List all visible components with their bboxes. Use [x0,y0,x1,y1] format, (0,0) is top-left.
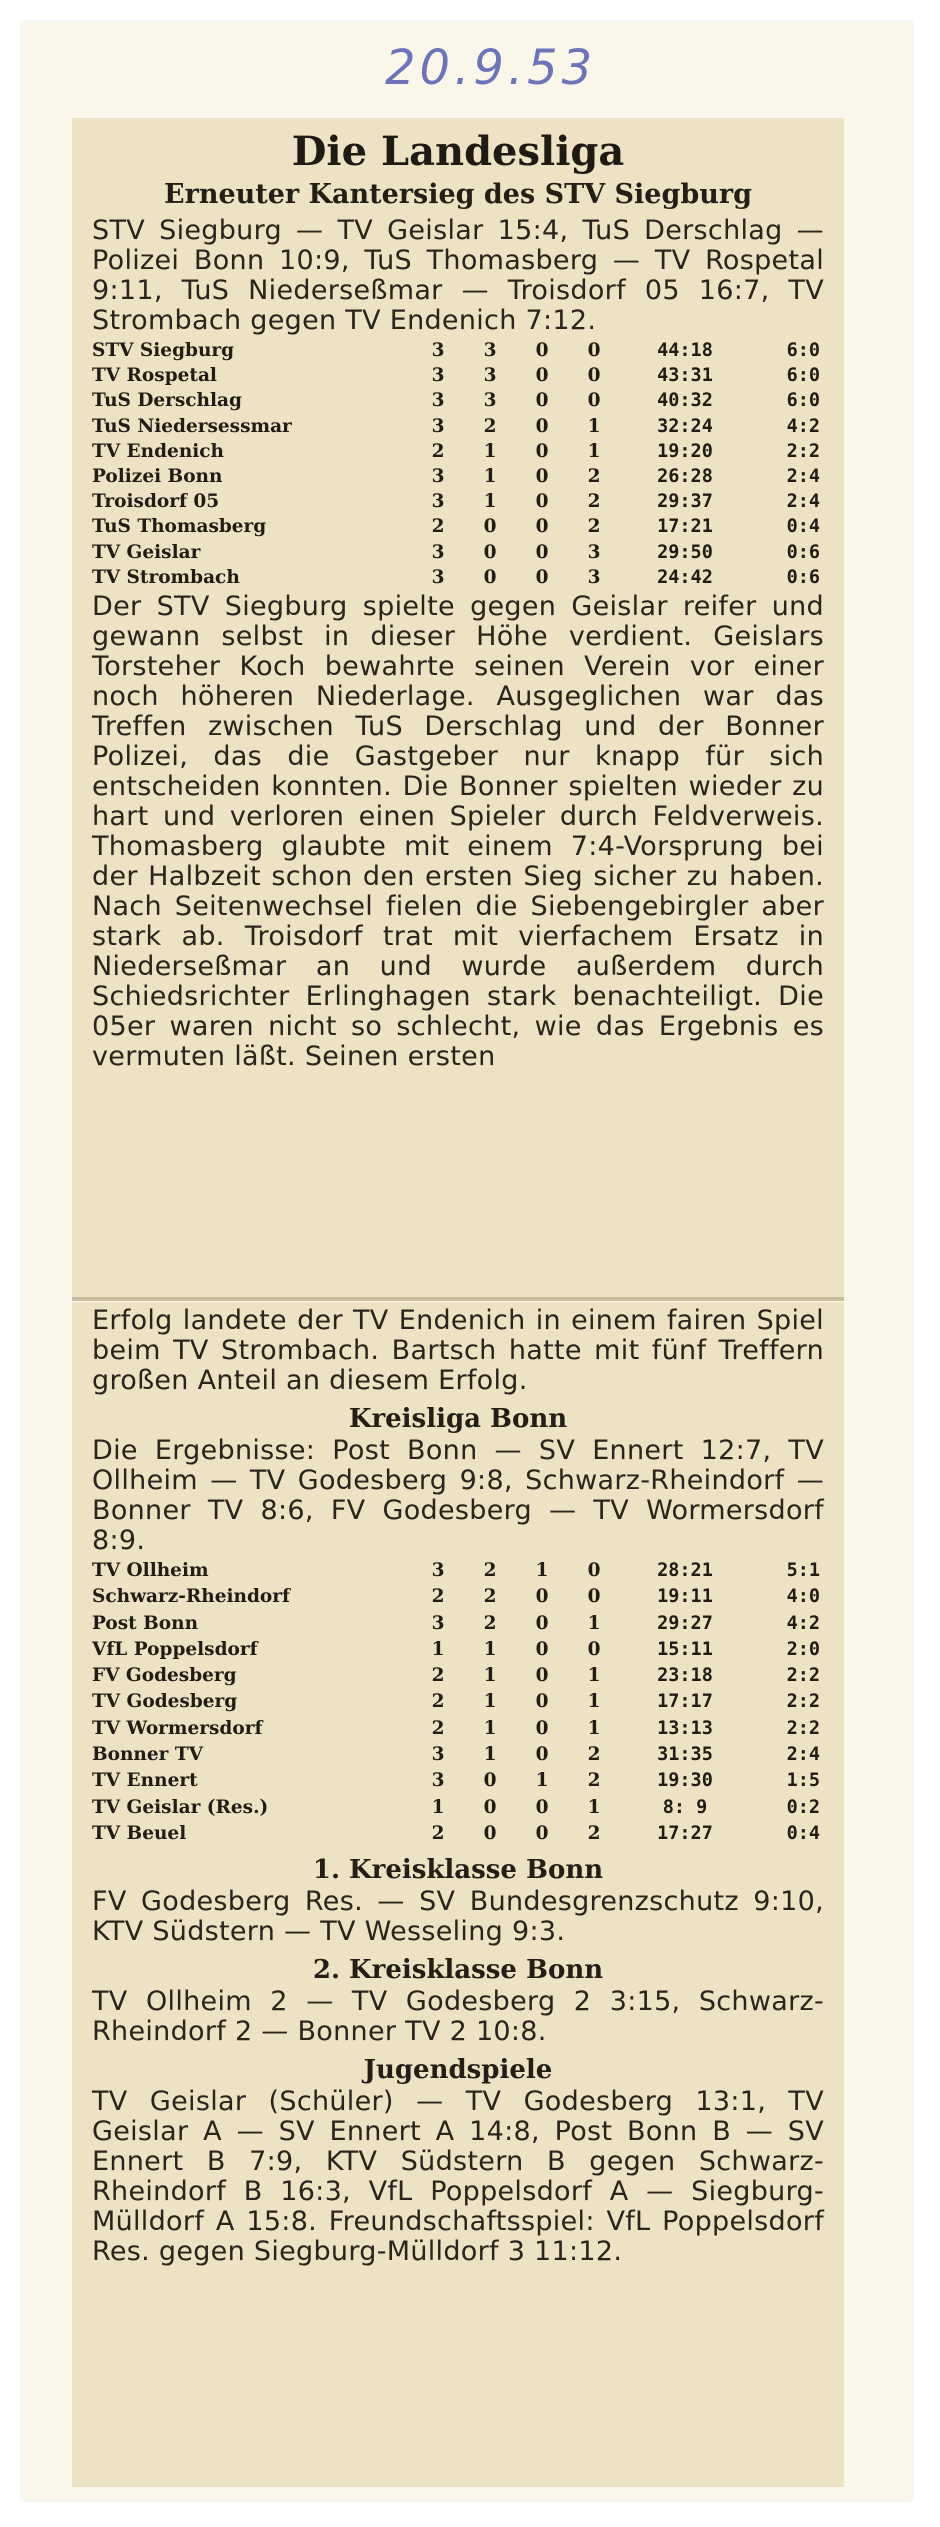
handwritten-date: 20.9.53 [385,40,597,96]
table-cell-team: VfL Poppelsdorf [92,1638,258,1660]
table-cell-sp: 3 [431,1612,445,1634]
table-cell-goals: 19:30 [657,1770,713,1792]
table-row [92,1716,824,1742]
table-row [92,1663,824,1689]
table-cell-pts: 0:2 [786,1796,820,1818]
table-cell-v: 2 [587,1770,601,1792]
table-cell-u: 0 [535,440,549,462]
table-row [92,338,824,363]
table-cell-pts: 2:2 [786,1691,820,1713]
table-cell-v: 2 [587,491,601,513]
table-cell-u: 0 [535,340,549,361]
table-cell-v: 3 [587,566,601,588]
table-cell-team: Post Bonn [92,1612,199,1634]
table-cell-sp: 3 [431,466,445,488]
article-title: Die Landesliga [291,128,625,175]
table-cell-pts: 2:4 [786,491,820,513]
table-cell-sp: 3 [431,1560,445,1581]
table-cell-team: TV Ollheim [92,1560,209,1581]
table-cell-sp: 3 [431,415,445,437]
table-cell-u: 0 [535,566,549,588]
table-row [92,489,824,514]
table-row [92,1768,824,1794]
table-cell-v: 1 [587,440,601,462]
table-cell-goals: 13:13 [657,1717,713,1739]
table-cell-goals: 15:11 [657,1638,713,1660]
table-cell-sp: 2 [431,1691,445,1713]
table-cell-team: Bonner TV [92,1744,203,1766]
table-cell-g: 2 [483,1560,497,1581]
table-cell-g: 1 [483,440,497,462]
table-row [92,1584,824,1610]
table-row [92,1558,824,1584]
table-cell-sp: 2 [431,1586,445,1608]
table-cell-goals: 24:42 [657,566,713,588]
table-cell-g: 3 [483,390,497,412]
table-cell-goals: 31:35 [657,1744,713,1766]
kreisklasse2-text: TV Ollheim 2 — TV Godesberg 2 3:15, Schwarz-Rheindorf 2 — Bonner TV 2 10:8. [92,1986,824,2048]
report-part2: Erfolg landete der TV Endenich in einem fairen Spiel beim TV Strombach. Bartsch hatte mit fünf Treffern großen Anteil an diesem Erfolg. [92,1305,824,1396]
table-cell-goals: 23:18 [657,1665,713,1687]
table-row [92,540,824,565]
table-row [92,565,824,590]
table-cell-team: STV Siegburg [92,340,235,361]
table-row [92,1742,824,1768]
table-cell-u: 0 [535,1665,549,1687]
table-cell-pts: 0:6 [786,566,820,588]
table-cell-v: 2 [587,516,601,538]
table-cell-goals: 40:32 [657,390,713,412]
table-cell-pts: 0:4 [786,516,820,538]
table-cell-g: 1 [483,1638,497,1660]
table-cell-u: 0 [535,415,549,437]
table-cell-g: 0 [483,516,497,538]
table-cell-g: 3 [483,365,497,387]
kreisklasse2-heading: 2. Kreisklasse Bonn [312,1955,604,1986]
table-cell-pts: 6:0 [786,390,820,412]
table-cell-goals: 19:11 [657,1586,713,1608]
table-cell-pts: 0:6 [786,541,820,563]
table-cell-g: 1 [483,1691,497,1713]
table-cell-sp: 3 [431,541,445,563]
table-cell-g: 0 [483,566,497,588]
table-cell-pts: 4:2 [786,1612,820,1634]
table-cell-g: 0 [483,1770,497,1792]
table-cell-team: FV Godesberg [92,1665,237,1687]
table-cell-goals: 32:24 [657,415,713,437]
landesliga-results: STV Siegburg — TV Geislar 15:4, TuS Derschlag — Polizei Bonn 10:9, TuS Thomasberg — TV Rospetal 9:11, TuS Niederseßmar — Troisdorf 05 16:7, TV Strombach gegen TV Endenich 7:12. [92,215,824,336]
table-cell-v: 2 [587,1822,601,1844]
table-row [92,1795,824,1821]
table-cell-pts: 2:2 [786,440,820,462]
table-cell-sp: 2 [431,1665,445,1687]
table-cell-v: 0 [587,390,601,412]
landesliga-table [92,338,824,590]
table-cell-v: 0 [587,1560,601,1581]
table-cell-v: 0 [587,1586,601,1608]
table-cell-g: 1 [483,1744,497,1766]
table-row [92,363,824,388]
table-cell-team: Polizei Bonn [92,466,223,488]
table-cell-u: 0 [535,1691,549,1713]
table-cell-u: 0 [535,1717,549,1739]
table-cell-u: 0 [535,390,549,412]
table-cell-goals: 43:31 [657,365,713,387]
table-cell-u: 0 [535,516,549,538]
table-cell-u: 0 [535,1822,549,1844]
table-cell-v: 1 [587,1691,601,1713]
table-row [92,1611,824,1637]
table-cell-v: 0 [587,365,601,387]
table-cell-u: 1 [535,1560,549,1581]
table-cell-pts: 2:0 [786,1638,820,1660]
table-cell-u: 0 [535,466,549,488]
table-cell-sp: 2 [431,1717,445,1739]
table-cell-pts: 6:0 [786,365,820,387]
table-cell-goals: 26:28 [657,466,713,488]
clipping-top [72,118,844,1298]
table-cell-team: TV Strombach [92,566,240,588]
table-cell-g: 1 [483,466,497,488]
kreisklasse1-text: FV Godesberg Res. — SV Bundesgrenzschutz 9:10, KTV Südstern — TV Wesseling 9:3. [92,1886,824,1948]
table-cell-team: Troisdorf 05 [92,491,220,513]
table-cell-u: 0 [535,365,549,387]
table-cell-sp: 3 [431,390,445,412]
table-cell-goals: 17:21 [657,516,713,538]
table-cell-goals: 44:18 [657,340,713,361]
table-cell-v: 3 [587,541,601,563]
jugend-text: TV Geislar (Schüler) — TV Godesberg 13:1, TV Geislar A — SV Ennert A 14:8, Post Bonn B — SV Ennert B 7:9, KTV Südstern B gegen Schwarz-Rheindorf B 16:3, VfL Poppelsdorf A — Siegburg-Mülldorf A 15:8. Freundschaftsspiel: VfL Poppelsdorf Res. gegen Siegburg-Mülldorf 3 11:12. [92,2086,824,2268]
table-cell-sp: 2 [431,1822,445,1844]
table-cell-v: 2 [587,1744,601,1766]
table-cell-v: 1 [587,415,601,437]
table-cell-g: 3 [483,340,497,361]
kreisliga-table [92,1558,824,1847]
table-cell-u: 0 [535,541,549,563]
table-cell-sp: 3 [431,340,445,361]
table-row [92,388,824,413]
table-cell-team: TV Endenich [92,440,225,462]
table-cell-v: 1 [587,1796,601,1818]
table-cell-g: 0 [483,1796,497,1818]
table-row [92,514,824,539]
table-cell-sp: 3 [431,1770,445,1792]
table-cell-team: TV Geislar (Res.) [92,1796,269,1818]
table-cell-v: 2 [587,466,601,488]
table-cell-g: 2 [483,1612,497,1634]
table-cell-g: 0 [483,1822,497,1844]
table-cell-u: 0 [535,1612,549,1634]
table-cell-g: 0 [483,541,497,563]
table-cell-g: 2 [483,415,497,437]
table-cell-u: 0 [535,1586,549,1608]
report-part1: Der STV Siegburg spielte gegen Geislar reifer und gewann selbst in dieser Höhe verdient. Geislars Torsteher Koch bewahrte seinen Verein vor einer noch höheren Niederlage. Ausgeglichen war das Treffen zwischen TuS Derschlag und der Bonner Polizei, das die Gastgeber nur knapp für sich entscheiden konnten. Die Bonner spielten wieder zu hart und verloren einen Spieler durch Feldverweis. Thomasberg glaubte mit einem 7:4-Vorsprung bei der Halbzeit schon den ersten Sieg sicher zu haben. Nach Seitenwechsel fielen die Siebengebirgler aber stark ab. Troisdorf trat mit vierfachem Ersatz in Niederseßmar an und wurde außerdem durch Schiedsrichter Erlinghagen stark benachteiligt. Die 05er waren nicht so schlecht, wie das Ergebnis es vermuten läßt. Seinen ersten [92,591,824,1073]
table-cell-sp: 2 [431,516,445,538]
table-cell-goals: 29:37 [657,491,713,513]
table-row [92,1821,824,1847]
table-cell-team: TuS Derschlag [92,390,242,412]
table-cell-pts: 4:0 [786,1586,820,1608]
table-cell-g: 2 [483,1586,497,1608]
table-cell-g: 1 [483,491,497,513]
kreisliga-results: Die Ergebnisse: Post Bonn — SV Ennert 12:7, TV Ollheim — TV Godesberg 9:8, Schwarz-Rheindorf — Bonner TV 8:6, FV Godesberg — TV Wormersdorf 8:9. [92,1435,824,1556]
jugend-heading: Jugendspiele [363,2055,553,2086]
table-cell-g: 1 [483,1665,497,1687]
table-cell-pts: 2:4 [786,1744,820,1766]
clipping-bottom [72,1302,844,2487]
table-cell-team: TV Geislar [92,541,201,563]
table-cell-team: TuS Thomasberg [92,516,267,538]
table-cell-v: 1 [587,1717,601,1739]
table-cell-team: TV Beuel [92,1822,187,1844]
kreisklasse1-heading: 1. Kreisklasse Bonn [312,1855,604,1886]
table-cell-goals: 28:21 [657,1560,713,1581]
article-subtitle: Erneuter Kantersieg des STV Siegburg [164,179,752,210]
table-cell-sp: 3 [431,365,445,387]
table-row [92,414,824,439]
table-cell-team: Schwarz-Rheindorf [92,1586,290,1608]
table-cell-pts: 4:2 [786,415,820,437]
table-cell-u: 0 [535,1796,549,1818]
table-row [92,1637,824,1663]
kreisliga-heading: Kreisliga Bonn [348,1404,568,1434]
table-cell-pts: 2:2 [786,1717,820,1739]
clipping-divider [72,1297,844,1301]
table-cell-sp: 3 [431,566,445,588]
table-row [92,439,824,464]
table-row [92,1689,824,1715]
table-cell-v: 1 [587,1612,601,1634]
table-cell-goals: 17:17 [657,1691,713,1713]
table-cell-u: 1 [535,1770,549,1792]
table-cell-goals: 29:50 [657,541,713,563]
table-cell-v: 0 [587,340,601,361]
table-cell-g: 1 [483,1717,497,1739]
table-cell-pts: 2:4 [786,466,820,488]
table-cell-pts: 6:0 [786,340,820,361]
table-cell-sp: 1 [431,1638,445,1660]
table-cell-pts: 1:5 [786,1770,820,1792]
table-cell-team: TV Ennert [92,1770,198,1792]
table-cell-pts: 0:4 [786,1822,820,1844]
table-cell-team: TuS Niedersessmar [92,415,292,437]
table-cell-goals: 29:27 [657,1612,713,1634]
table-cell-sp: 3 [431,491,445,513]
table-cell-u: 0 [535,1744,549,1766]
table-cell-sp: 1 [431,1796,445,1818]
table-cell-pts: 2:2 [786,1665,820,1687]
table-cell-u: 0 [535,1638,549,1660]
table-cell-v: 0 [587,1638,601,1660]
table-cell-pts: 5:1 [786,1560,820,1581]
table-cell-goals: 19:20 [657,440,713,462]
table-cell-u: 0 [535,491,549,513]
table-cell-team: TV Rospetal [92,365,217,387]
table-cell-team: TV Wormersdorf [92,1717,263,1739]
table-cell-goals: 17:27 [657,1822,713,1844]
table-cell-v: 1 [587,1665,601,1687]
table-row [92,464,824,489]
table-cell-sp: 3 [431,1744,445,1766]
table-cell-team: TV Godesberg [92,1691,238,1713]
table-cell-sp: 2 [431,440,445,462]
table-cell-goals: 8: 9 [662,1796,708,1818]
